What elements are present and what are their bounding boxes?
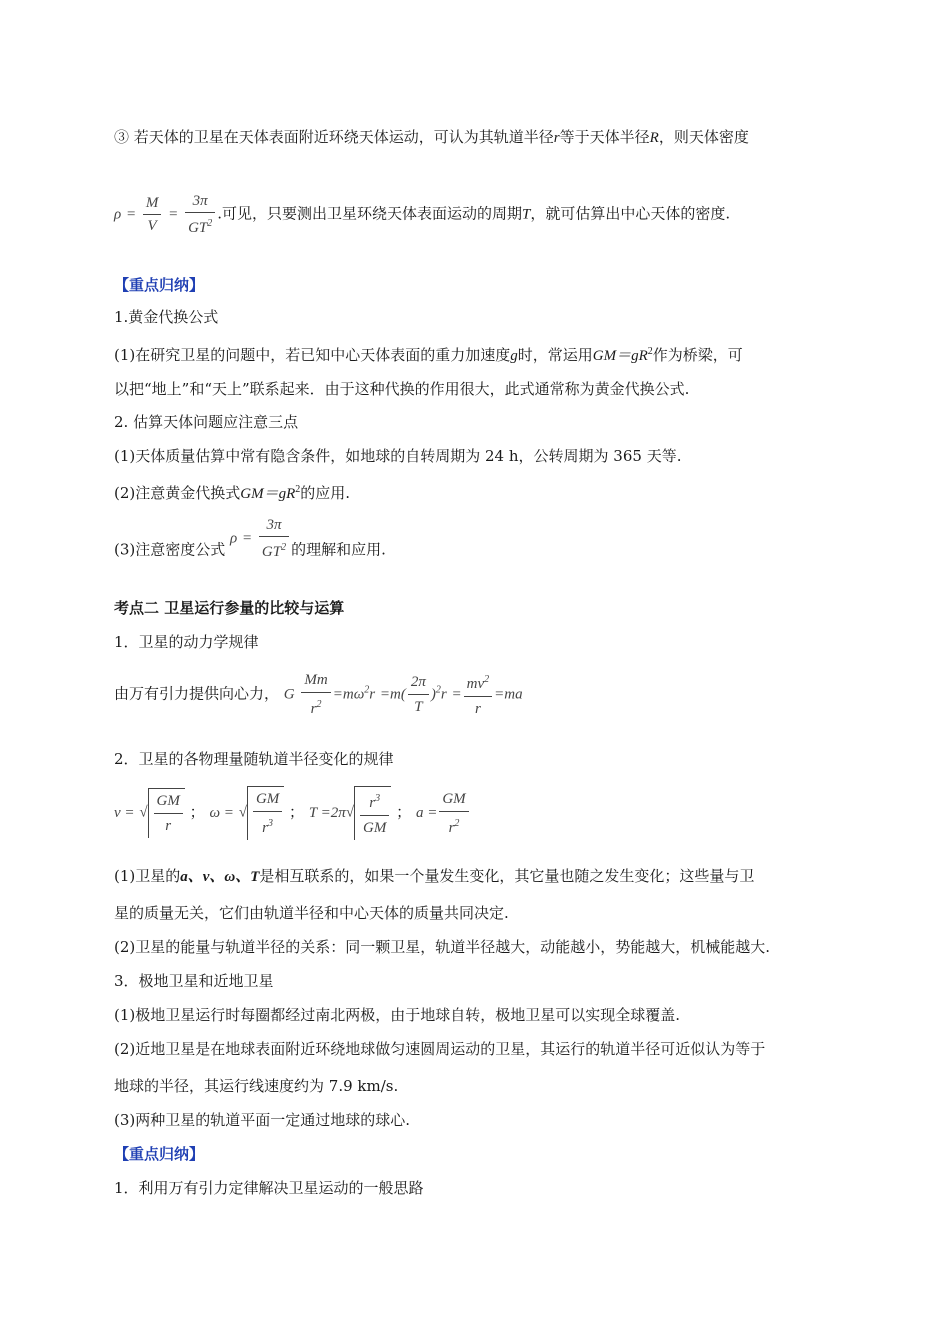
paragraph: 地球的半径，其运行线速度约为 7.9 km/s.: [114, 1077, 399, 1095]
paragraph: (2)近地卫星是在地球表面附近环绕地球做匀速圆周运动的卫星，其运行的轨道半径可近似认为等于: [114, 1040, 766, 1058]
denominator: V: [143, 214, 162, 237]
text: 由万有引力提供向心力，: [114, 684, 280, 703]
separator: ；: [396, 803, 412, 821]
text: 是相互联系的，如果一个量发生变化，其它量也随之发生变化；这些量与卫: [259, 867, 755, 885]
numerator: GM: [442, 790, 466, 807]
rho-symbol: ρ: [230, 530, 238, 547]
equals: =: [125, 206, 137, 223]
section-title: 考点二 卫星运行参量的比较与运算: [114, 599, 345, 617]
density-formula-line: [114, 190, 730, 239]
list-item: 1．利用万有引力定律解决卫星运动的一般思路: [114, 1179, 424, 1197]
denominator: r: [464, 696, 493, 721]
text: .可见，只要测出卫星环绕天体表面运动的周期: [217, 204, 523, 223]
var-g: g: [510, 348, 518, 364]
superscript: 2: [484, 674, 490, 685]
v-lhs: v =: [114, 805, 135, 821]
fraction: [360, 787, 389, 840]
numerator: GM: [156, 793, 180, 809]
list-item: 2．卫星的各物理量随轨道半径变化的规律: [114, 750, 394, 768]
list-item: 1.黄金代换公式: [114, 308, 219, 326]
paragraph: 星的质量无关，它们由轨道半径和中心天体的质量共同决定.: [114, 904, 509, 922]
term: ): [430, 686, 436, 703]
var-r: r: [553, 130, 560, 146]
paragraph: (2)卫星的能量与轨道半径的关系：同一颗卫星，轨道半径越大，动能越小，势能越大，机械能越大.: [114, 938, 771, 956]
key-summary-heading: 【重点归纳】: [114, 276, 205, 294]
paragraph: [114, 480, 350, 504]
formula: GM＝gR: [592, 348, 648, 364]
omega-lhs: ω =: [209, 805, 234, 821]
text: (1)卫星的: [114, 867, 181, 885]
superscript: 2: [295, 484, 301, 495]
fraction-M-over-V: [143, 192, 162, 237]
text: ，就可估算出中心天体的密度.: [530, 204, 731, 223]
var-R: R: [649, 130, 659, 146]
equals: =: [168, 206, 179, 223]
num-text: mv: [466, 676, 485, 692]
dynamics-formula-line: [114, 668, 523, 721]
separator: ；: [289, 803, 305, 821]
text: 等于天体半径: [559, 128, 650, 146]
term: =m(: [379, 686, 406, 703]
denominator: [301, 692, 330, 721]
denominator: r: [154, 813, 183, 838]
term: =ma: [494, 686, 523, 703]
key-summary-heading: 【重点归纳】: [114, 1145, 205, 1163]
fraction-2pi-over-T: [408, 670, 429, 719]
superscript: 2: [316, 699, 322, 710]
text: (1)在研究卫星的问题中，若已知中心天体表面的重力加速度: [114, 346, 511, 364]
fraction-3pi-over-GT2: [185, 190, 215, 239]
denominator: GM: [360, 815, 389, 840]
den-text: r: [262, 820, 269, 836]
denominator: [439, 811, 468, 840]
denominator: [185, 212, 215, 239]
numerator: 3π: [192, 193, 208, 209]
text: ③ 若天体的卫星在天体表面附近环绕天体运动，可认为其轨道半径: [114, 128, 554, 146]
rho-symbol: ρ: [114, 206, 122, 223]
var-T: T: [522, 206, 531, 223]
term: r: [440, 686, 447, 703]
den-text: GT: [188, 220, 208, 236]
denominator: T: [408, 694, 429, 719]
numerator: GM: [255, 791, 280, 807]
superscript: 2: [281, 542, 287, 553]
num-text: r: [369, 795, 376, 811]
paragraph: [114, 866, 754, 887]
den-text: GT: [261, 544, 282, 560]
var-G: G: [283, 686, 295, 703]
a-lhs: a =: [415, 805, 438, 821]
vars: a、v、ω、T: [180, 869, 260, 885]
text: 作为桥梁，可: [652, 346, 743, 364]
numerator: Mm: [304, 672, 328, 688]
separator: ；: [189, 803, 205, 821]
superscript: 2: [207, 218, 213, 229]
list-item: 1．卫星的动力学规律: [114, 633, 259, 651]
T-lhs: T =2π: [308, 805, 346, 821]
orbital-formulas-line: [114, 786, 471, 840]
denominator: [259, 536, 289, 563]
superscript: 2: [435, 684, 441, 696]
sqrt-GM-over-r3: √ $\frac{GM}{r^3}$: [239, 786, 285, 840]
superscript: 3: [375, 793, 381, 804]
text: (2)注意黄金代换式: [114, 484, 241, 502]
fraction: [154, 789, 183, 838]
numerator: M: [145, 195, 159, 211]
den-text: r: [448, 819, 455, 836]
sqrt-GM-over-r: √ $\frac{GM}{r}$: [139, 788, 185, 838]
paragraph: (1)天体质量估算中常有隐含条件，如地球的自转周期为 24 h，公转周期为 365 天等.: [114, 447, 682, 465]
fraction-Mm-over-r2: [301, 668, 330, 721]
term: =mω: [332, 686, 365, 703]
numerator: 2π: [410, 674, 426, 690]
paragraph: (3)两种卫星的轨道平面一定通过地球的球心.: [114, 1111, 411, 1129]
superscript: 2: [364, 684, 370, 696]
superscript: 2: [454, 817, 460, 829]
fraction-mv2-over-r: [464, 668, 493, 721]
density-paragraph: [114, 127, 749, 148]
term: r: [369, 686, 376, 703]
fraction: [253, 787, 282, 840]
sqrt-r3-over-GM: √ $\frac{r^3}{GM}$: [346, 786, 392, 840]
numerator: [464, 668, 493, 696]
text: (3)注意密度公式: [114, 540, 226, 559]
list-item: 3．极地卫星和近地卫星: [114, 972, 274, 990]
superscript: 3: [268, 818, 274, 829]
paragraph: [114, 514, 386, 563]
numerator: 3π: [266, 517, 282, 533]
den-text: r: [310, 701, 317, 717]
equals: =: [242, 530, 253, 547]
formula: GM＝gR: [240, 486, 296, 502]
equals: =: [451, 686, 462, 703]
text: 时，常运用: [517, 346, 593, 364]
text: ，则天体密度: [658, 128, 749, 146]
text: 的应用.: [300, 484, 351, 502]
paragraph: (1)极地卫星运行时每圈都经过南北两极，由于地球自转，极地卫星可以实现全球覆盖.: [114, 1006, 681, 1024]
fraction-GM-over-r2: [439, 787, 468, 840]
paragraph: 以把“地上”和“天上”联系起来．由于这种代换的作用很大，此式通常称为黄金代换公式.: [114, 380, 690, 398]
paragraph: [114, 342, 743, 366]
numerator: [360, 787, 389, 815]
text: 的理解和应用.: [291, 540, 386, 559]
superscript: 2: [647, 346, 653, 357]
fraction-3pi-over-GT2: [259, 514, 289, 563]
denominator: [253, 811, 282, 840]
list-item: 2. 估算天体问题应注意三点: [114, 413, 299, 431]
